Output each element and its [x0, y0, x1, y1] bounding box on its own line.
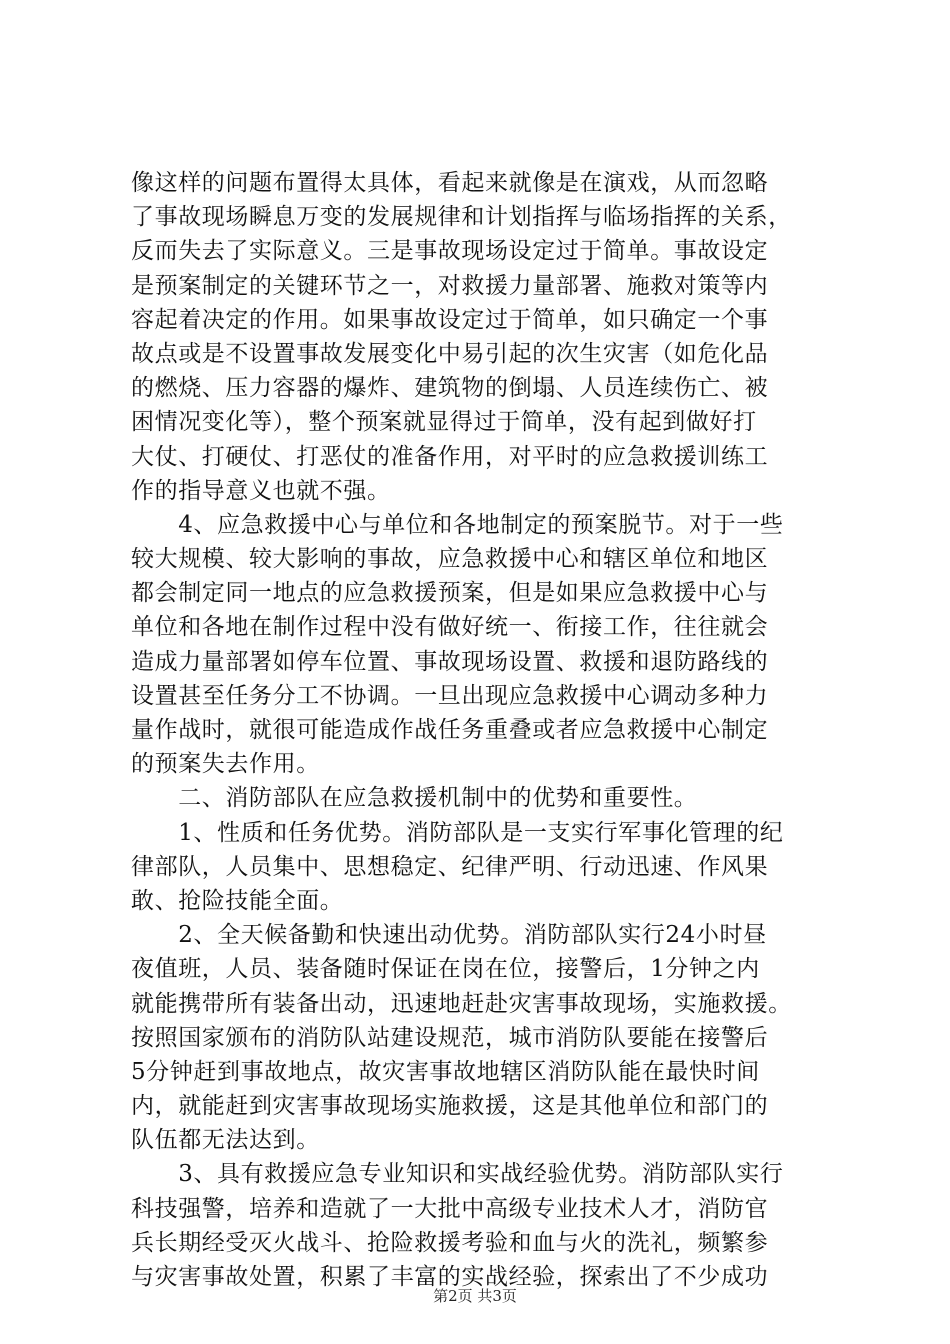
text-line: 反而失去了实际意义。三是事故现场设定过于简单。事故设定 — [131, 238, 769, 265]
page-footer — [0, 1285, 950, 1306]
text-line: 是预案制定的关键环节之一，对救援力量部署、施救对策等内 — [131, 272, 769, 299]
text-line: 作的指导意义也就不强。 — [131, 477, 391, 504]
text-line: 容起着决定的作用。如果事故设定过于简单，如只确定一个事 — [131, 306, 769, 333]
body-text — [131, 166, 831, 1294]
text-line: 与灾害事故处置，积累了丰富的实战经验，探索出了不少成功 — [131, 1264, 769, 1290]
text-line: 大仗、打硬仗、打恶仗的准备作用，对平时的应急救援训练工 — [131, 443, 769, 470]
text-line: 的预案失去作用。 — [131, 751, 320, 778]
text-line: 内，就能赶到灾害事故现场实施救援，这是其他单位和部门的 — [131, 1093, 769, 1120]
text-line: 3、具有救援应急专业知识和实战经验优势。消防部队实行 — [131, 1161, 784, 1188]
text-line: 像这样的问题布置得太具体，看起来就像是在演戏，从而忽略 — [131, 170, 769, 196]
text-line: 较大规模、较大影响的事故，应急救援中心和辖区单位和地区 — [131, 546, 769, 573]
text-line: 的燃烧、压力容器的爆炸、建筑物的倒塌、人员连续伤亡、被 — [131, 375, 769, 402]
text-line: 按照国家颁布的消防队站建设规范，城市消防队要能在接警后 — [131, 1024, 769, 1051]
text-line: 1、性质和任务优势。消防部队是一支实行军事化管理的纪 — [131, 819, 784, 846]
text-line: 4、应急救援中心与单位和各地制定的预案脱节。对于一些 — [131, 511, 784, 538]
text-line: 兵长期经受灭火战斗、抢险救援考验和血与火的洗礼，频繁参 — [131, 1229, 769, 1256]
text-line: 单位和各地在制作过程中没有做好统一、衔接工作，往往就会 — [131, 614, 769, 641]
text-line: 造成力量部署如停车位置、事故现场设置、救援和退防路线的 — [131, 648, 769, 675]
text-line: 量作战时，就很可能造成作战任务重叠或者应急救援中心制定 — [131, 717, 769, 743]
text-line: 夜值班，人员、装备随时保证在岗在位，接警后，1分钟之内 — [131, 956, 760, 983]
text-line: 困情况变化等），整个预案就显得过于简单，没有起到做好打 — [131, 409, 757, 436]
text-line: 故点或是不设置事故发展变化中易引起的次生灾害（如危化品 — [131, 340, 769, 367]
text-line: 设置甚至任务分工不协调。一旦出现应急救援中心调动多种力 — [131, 682, 769, 709]
text-line: 就能携带所有装备出动，迅速地赶赴灾害事故现场，实施救援。 — [131, 990, 792, 1017]
text-line: 2、全天候备勤和快速出动优势。消防部队实行24小时昼 — [131, 922, 767, 949]
text-line: 5分钟赶到事故地点，故灾害事故地辖区消防队能在最快时间 — [131, 1058, 760, 1085]
text-line: 敢、抢险技能全面。 — [131, 887, 344, 914]
text-line: 队伍都无法达到。 — [131, 1127, 320, 1154]
text-line: 了事故现场瞬息万变的发展规律和计划指挥与临场指挥的关系， — [131, 204, 792, 231]
text-line: 律部队，人员集中、思想稳定、纪律严明、行动迅速、作风果 — [131, 853, 769, 880]
page-number-label: 第2页 共3页 — [433, 1287, 517, 1305]
text-line: 科技强警，培养和造就了一大批中高级专业技术人才，消防官 — [131, 1195, 769, 1222]
section-heading: 二、消防部队在应急救援机制中的优势和重要性。 — [131, 785, 698, 812]
text-line: 都会制定同一地点的应急救援预案，但是如果应急救援中心与 — [131, 580, 769, 607]
